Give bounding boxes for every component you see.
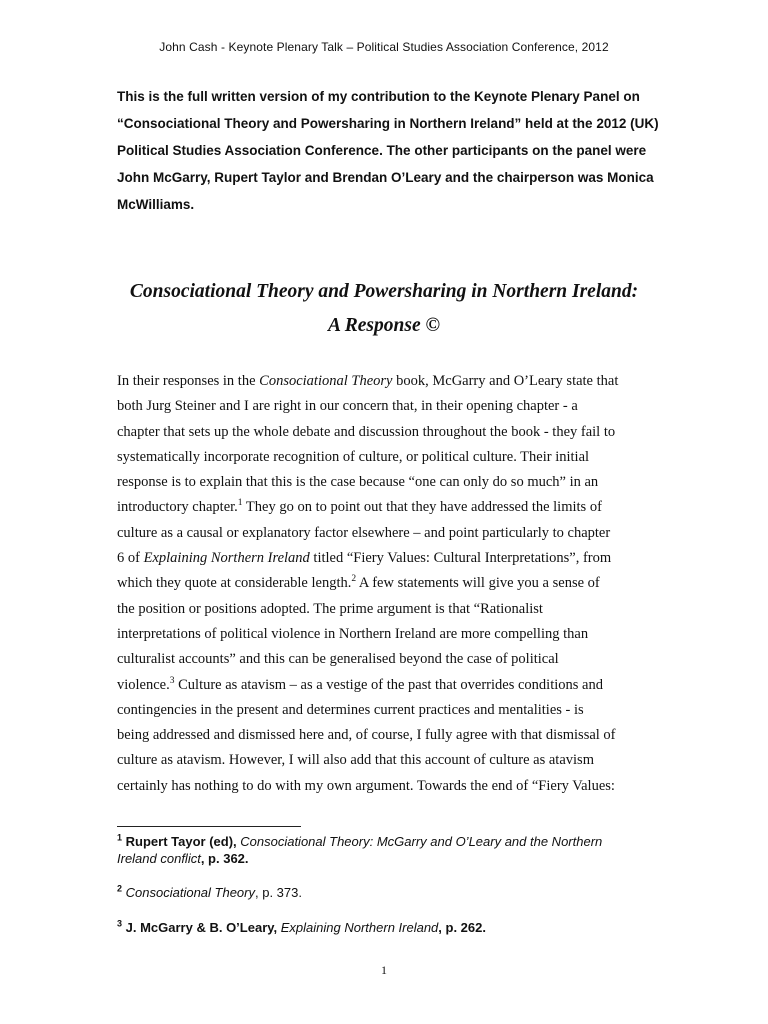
body-line: being addressed and dismissed here and, of course, I fully agree with that dismissal of xyxy=(117,727,616,744)
body-line: culture as atavism. However, I will also add that this account of culture as atavism xyxy=(117,752,594,769)
body-text: which they quote at considerable length. xyxy=(117,575,352,592)
footnote-ref-3[interactable]: 3 xyxy=(169,675,175,686)
footnote-number: 3 xyxy=(117,918,123,929)
intro-line: John McGarry, Rupert Taylor and Brendan O’Leary and the chairperson was Monica xyxy=(117,170,654,185)
body-line xyxy=(117,571,677,596)
document-title: Consociational Theory and Powersharing in Northern Ireland: xyxy=(129,281,639,302)
book-title: Consociational Theory xyxy=(259,373,393,389)
body-line: contingencies in the present and determines current practices and mentalities - is xyxy=(117,701,584,718)
page-number: 1 xyxy=(381,963,387,977)
body-text: book, McGarry and O’Leary state that xyxy=(392,373,619,389)
body-line: chapter that sets up the whole debate and discussion throughout the book - they fail to xyxy=(117,423,616,440)
running-header: John Cash - Keynote Plenary Talk – Political Studies Association Conference, 2012 xyxy=(159,40,609,54)
footnote-page: , p. 373. xyxy=(255,885,302,900)
body-text: They go on to point out that they have addressed the limits of xyxy=(242,499,602,516)
intro-paragraph xyxy=(117,83,657,218)
footnote-title: Consociational Theory xyxy=(125,885,255,900)
body-line xyxy=(117,546,677,571)
footnote-number: 2 xyxy=(117,883,123,894)
body-text: violence. xyxy=(117,676,170,693)
body-line xyxy=(117,673,677,698)
body-line: both Jurg Steiner and I are right in our concern that, in their opening chapter - a xyxy=(117,398,578,415)
footnote-ref-2[interactable]: 2 xyxy=(351,574,357,585)
intro-line: McWilliams. xyxy=(117,197,195,212)
intro-line: This is the full written version of my contribution to the Keynote Plenary Panel on xyxy=(117,89,640,104)
body-text: In their responses in the xyxy=(117,373,260,389)
body-text: introductory chapter. xyxy=(117,499,238,516)
body-line: interpretations of political violence in Northern Ireland are more compelling than xyxy=(117,625,589,642)
document-subtitle: A Response © xyxy=(327,315,441,336)
body-text: 6 of xyxy=(117,550,144,567)
footnote-title: Consociational Theory: McGarry and O’Leary and the Northern Ireland conflict xyxy=(117,834,603,866)
footnote-page: , p. 362. xyxy=(200,851,249,866)
footnote-separator xyxy=(117,826,301,827)
intro-line: Political Studies Association Conference. The other participants on the panel were xyxy=(117,143,647,158)
body-text: Culture as atavism – as a vestige of the past that overrides conditions and xyxy=(174,676,603,693)
body-text: titled “Fiery Values: Cultural Interpretations”, from xyxy=(309,550,612,567)
footnote-author: J. McGarry & B. O’Leary, xyxy=(125,920,281,935)
intro-line: “Consociational Theory and Powersharing in Northern Ireland” held at the 2012 (UK) xyxy=(117,116,659,131)
body-text: A few statements will give you a sense of xyxy=(356,575,600,592)
footnote-1 xyxy=(117,833,617,867)
footnote-author: Rupert Tayor (ed), xyxy=(125,834,241,849)
footnote-number: 1 xyxy=(117,832,123,843)
footnote-title: Explaining Northern Ireland xyxy=(280,920,439,935)
body-line: systematically incorporate recognition of culture, or political culture. Their initial xyxy=(117,448,590,465)
body-line: certainly has nothing to do with my own argument. Towards the end of “Fiery Values: xyxy=(117,777,615,794)
body-line: response is to explain that this is the case because “one can only do so much” in an xyxy=(117,474,599,491)
body-paragraph xyxy=(117,369,677,799)
footnote-ref-1[interactable]: 1 xyxy=(237,498,243,509)
body-line xyxy=(117,369,677,394)
book-title: Explaining Northern Ireland xyxy=(143,550,310,567)
footnote-2 xyxy=(117,884,617,901)
body-line: culture as a causal or explanatory factor elsewhere – and point particularly to chapter xyxy=(117,524,611,541)
body-line: culturalist accounts” and this can be generalised beyond the case of political xyxy=(117,651,559,668)
body-line: the position or positions adopted. The prime argument is that “Rationalist xyxy=(117,600,543,617)
footnote-3 xyxy=(117,919,617,936)
body-line xyxy=(117,495,677,520)
footnote-page: , p. 262. xyxy=(438,920,486,935)
